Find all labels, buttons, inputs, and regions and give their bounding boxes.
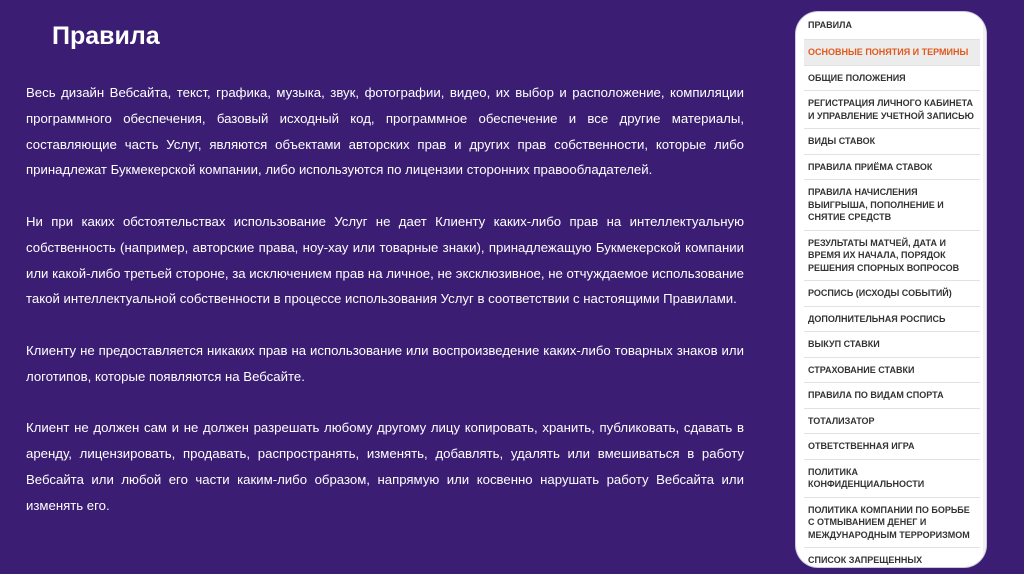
menu-item[interactable]: ПРАВИЛА НАЧИСЛЕНИЯ ВЫИГРЫША, ПОПОЛНЕНИЕ И СНЯТИЕ СРЕДСТВ	[804, 180, 980, 231]
menu-item[interactable]: ОБЩИЕ ПОЛОЖЕНИЯ	[804, 66, 980, 92]
paragraph: Клиенту не предоставляется никаких прав на использование или воспроизведение каких-либо товарных знаков или логотипов, которые появляются на Вебсайте.	[26, 342, 744, 384]
menu-item[interactable]: ПОЛИТИКА КОМПАНИИ ПО БОРЬБЕ С ОТМЫВАНИЕМ ДЕНЕГ И МЕЖДУНАРОДНЫМ ТЕРРОРИЗМОМ	[804, 498, 980, 549]
paragraph: Весь дизайн Вебсайта, текст, графика, музыка, звук, фотографии, видео, их выбор и расположение, компиляции программного обеспечения, базовый исходный код, программное обеспечение и все другие материалы, составляющие часть Услуг, являются объектами авторских прав и других прав собственности, которые либо принадлежат Букмекерской компании, либо используются по лицензии сторонних правообладателей.	[26, 85, 744, 178]
menu-item[interactable]: ВЫКУП СТАВКИ	[804, 332, 980, 358]
menu-item[interactable]: СТРАХОВАНИЕ СТАВКИ	[804, 358, 980, 384]
menu-item[interactable]: СПИСОК ЗАПРЕЩЕННЫХ	[804, 548, 980, 567]
paragraph: Клиент не должен сам и не должен разрешать любому другому лицу копировать, хранить, публиковать, сдавать в аренду, лицензировать, продавать, распространять, изменять, добавлять, удалять или вмешиваться в работу Вебсайта или любой его части каким-либо образом, напрямую или косвенно нарушать работу Вебсайта или изменять его.	[26, 420, 744, 513]
menu-item[interactable]: ДОПОЛНИТЕЛЬНАЯ РОСПИСЬ	[804, 307, 980, 333]
menu-item[interactable]: РЕГИСТРАЦИЯ ЛИЧНОГО КАБИНЕТА И УПРАВЛЕНИЕ УЧЕТНОЙ ЗАПИСЬЮ	[804, 91, 980, 129]
page-title: Правила	[52, 22, 160, 50]
rules-text	[26, 80, 744, 544]
menu-item[interactable]: ОСНОВНЫЕ ПОНЯТИЯ И ТЕРМИНЫ	[804, 40, 980, 66]
menu-item[interactable]: ПРАВИЛА ПРИЁМА СТАВОК	[804, 155, 980, 181]
menu-item[interactable]: ТОТАЛИЗАТОР	[804, 409, 980, 435]
rules-menu-panel	[796, 12, 986, 567]
paragraph: Ни при каких обстоятельствах использование Услуг не дает Клиенту каких-либо прав на интеллектуальную собственность (например, авторские права, ноу-хау или товарные знаки), принадлежащую Букмекерской компании или какой-либо третьей стороне, за исключением прав на личное, не эксклюзивное, не отчуждаемое использование такой интеллектуальной собственности в процессе использования Услуг в соответствии с настоящими Правилами.	[26, 213, 744, 307]
menu-header: ПРАВИЛА	[804, 12, 980, 40]
menu-item[interactable]: ОТВЕТСТВЕННАЯ ИГРА	[804, 434, 980, 460]
menu-item[interactable]: ПОЛИТИКА КОНФИДЕНЦИАЛЬНОСТИ	[804, 460, 980, 498]
menu-scrollbar[interactable]	[983, 12, 986, 567]
menu-item[interactable]: РЕЗУЛЬТАТЫ МАТЧЕЙ, ДАТА И ВРЕМЯ ИХ НАЧАЛА, ПОРЯДОК РЕШЕНИЯ СПОРНЫХ ВОПРОСОВ	[804, 231, 980, 282]
menu-item[interactable]: ВИДЫ СТАВОК	[804, 129, 980, 155]
menu-item[interactable]: ПРАВИЛА ПО ВИДАМ СПОРТА	[804, 383, 980, 409]
menu-item[interactable]: РОСПИСЬ (ИСХОДЫ СОБЫТИЙ)	[804, 281, 980, 307]
rules-menu-list[interactable]	[804, 12, 980, 567]
